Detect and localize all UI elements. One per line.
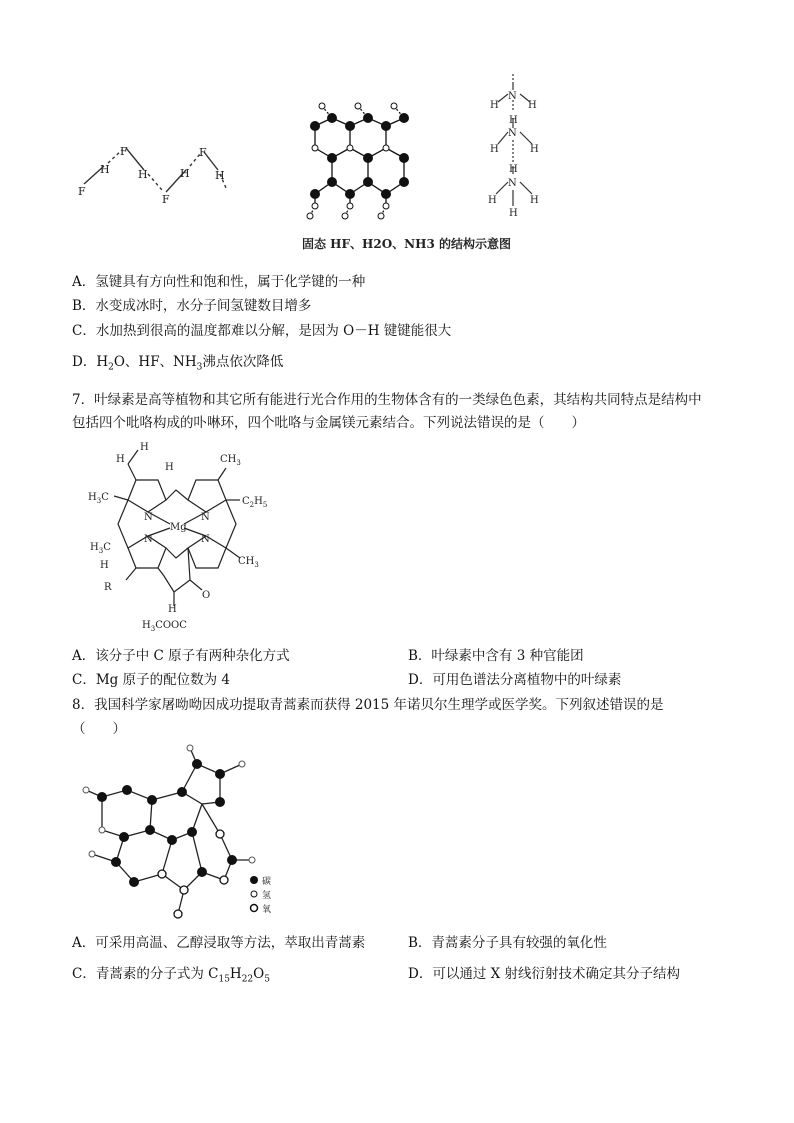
svg-text:N: N (144, 512, 153, 523)
svg-text:H: H (140, 442, 149, 453)
svg-text:H: H (165, 462, 174, 473)
svg-text:H: H (509, 208, 518, 219)
svg-text:H: H (509, 164, 518, 175)
q7-stem-line2: 包括四个吡咯构成的卟啉环，四个吡咯与金属镁元素结合。下列说法错误的是（ ） (72, 415, 585, 431)
svg-text:H: H (488, 195, 497, 206)
hydrogen-atoms (83, 745, 255, 863)
svg-text:H3COOC: $H_3COOC$ (142, 620, 187, 633)
q8-option-d: D．可以通过 X 射线衍射技术确定其分子结构 (408, 966, 681, 982)
svg-text:H: H (116, 454, 125, 465)
q8-stem-line2: （ ） (72, 721, 126, 737)
artemisinin-ball-stick (72, 742, 292, 922)
q8-stem-line1: 8．我国科学家屠呦呦因成功提取青蒿素而获得 2015 年诺贝尔生理学或医学奖。下列叙述错误的是 (72, 697, 664, 713)
svg-text:N: N (508, 178, 517, 189)
formula-h2o: $H_2O$ (96, 354, 125, 373)
svg-text:C2H5: $C_2H_5$ (242, 496, 268, 509)
svg-text:F: F (199, 146, 207, 159)
svg-text:H3C: $H_3C$ (88, 492, 109, 505)
svg-text:H: H (530, 195, 539, 206)
q7-option-d: D．可用色谱法分离植物中的叶绿素 (408, 672, 622, 688)
svg-text:F: F (162, 193, 170, 206)
q7-option-b: B．叶绿素中含有 3 种官能团 (408, 648, 584, 664)
svg-text:H: H (530, 144, 539, 155)
svg-text:N: N (201, 534, 210, 545)
svg-text:H: H (490, 144, 499, 155)
svg-text:H: H (168, 604, 177, 615)
svg-text:H: H (490, 100, 499, 111)
legend-oxygen: 氧 (262, 905, 272, 915)
q7-stem-line1: 7．叶绿素是高等植物和其它所有能进行光合作用的生物体含有的一类绿色色素，其结构共同特点是结构中 (72, 392, 702, 408)
formula-artemisinin: $C_{15}H_{22}O_5$ (208, 966, 270, 985)
svg-text:Mg: Mg (170, 522, 187, 533)
svg-text:N: N (144, 534, 153, 545)
svg-text:H: H (509, 115, 518, 126)
atom-legend (250, 875, 271, 915)
artemisinin-structure (72, 742, 292, 922)
svg-text:H: H (180, 167, 190, 180)
svg-text:O: O (202, 590, 211, 601)
svg-text:N: N (508, 128, 517, 139)
q6-option-b: B．水变成冰时，水分子间氢键数目增多 (72, 298, 312, 314)
q8-option-c-prefix: C．青蒿素的分子式为 (72, 966, 209, 982)
svg-text:N: N (508, 91, 517, 102)
q8-option-a: A．可采用高温、乙醇浸取等方法，萃取出青蒿素 (72, 935, 366, 951)
ice-atoms (307, 103, 409, 219)
legend-hydrogen: 氢 (262, 891, 272, 901)
svg-text:N: N (201, 512, 210, 523)
svg-text:H: H (100, 560, 109, 571)
ice-lattice (310, 106, 404, 216)
q7-option-c: C．Mg 原子的配位数为 4 (72, 672, 230, 688)
svg-text:H: H (138, 168, 148, 181)
q6-option-c: C．水加热到很高的温度都难以分解，是因为 O－H 键键能很大 (72, 323, 452, 339)
svg-text:F: F (120, 145, 128, 158)
svg-text:F: F (78, 185, 86, 198)
svg-text:R: R (104, 582, 112, 593)
q8-option-b: B．青蒿素分子具有较强的氧化性 (408, 935, 607, 951)
q6-option-d-prefix: D． (72, 354, 97, 370)
hydrogen-bond-diagram (70, 66, 560, 256)
svg-text:H: H (215, 169, 225, 182)
chlorophyll-structure (78, 440, 278, 640)
chlorophyll-diagram (78, 440, 278, 640)
q6-option-d-suffix: 沸点依次降低 (202, 354, 284, 370)
svg-text:H: H (100, 163, 110, 176)
q6-option-d: D．$H_2O$、HF、$NH_3$沸点依次降低 (72, 354, 284, 373)
legend-carbon: 碳 (262, 877, 272, 887)
svg-text:H3C: $H_3C$ (90, 542, 111, 555)
q6-option-a: A．氢键具有方向性和饱和性，属于化学键的一种 (72, 274, 366, 290)
svg-text:CH3: $CH_3$ (238, 556, 259, 569)
hydrogen-bond-structure-figure (70, 66, 560, 256)
carbon-atoms (97, 759, 237, 887)
q7-option-a: A．该分子中 C 原子有两种杂化方式 (72, 648, 290, 664)
figure-caption: 固态 HF、H2O、NH3 的结构示意图 (302, 237, 512, 251)
svg-text:CH3: $CH_3$ (220, 454, 241, 467)
q8-option-c (72, 965, 270, 989)
svg-text:H: H (528, 100, 537, 111)
